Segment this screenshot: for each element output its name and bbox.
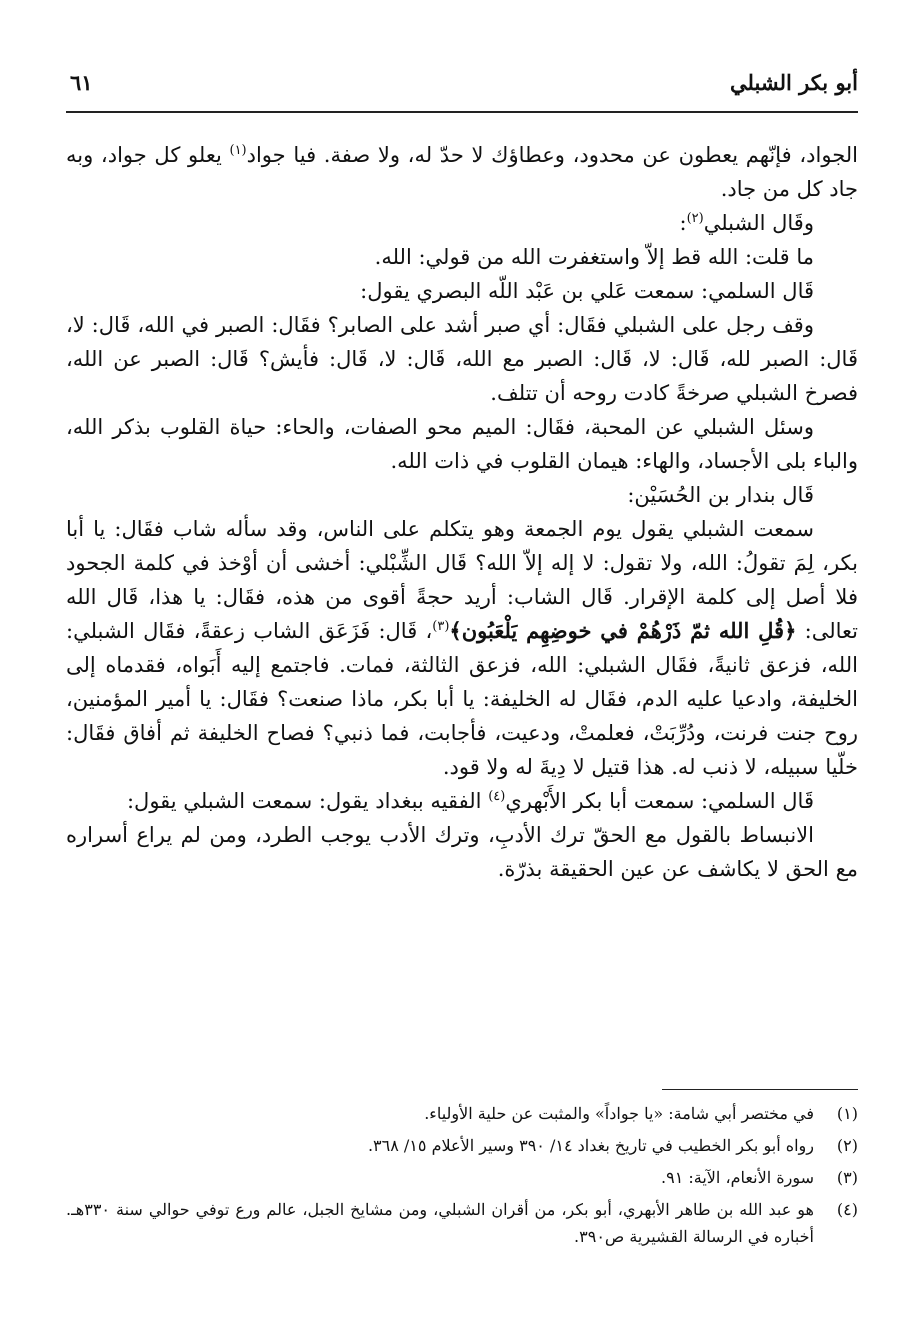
footnote-ref: (٣): [432, 619, 450, 634]
paragraph: [66, 512, 858, 784]
page-header: [66, 70, 858, 110]
footnote-ref: (٢): [686, 211, 704, 226]
paragraph: [66, 784, 858, 818]
text-run: يعلو كل جواد، وبه جاد كل من جاد.: [66, 143, 858, 201]
paragraph: الانبساط بالقول مع الحقّ ترك الأدبِ، وترك الأدب يوجب الطرد، ومن لم يراع أسراره مع الحق لا يكاشف عن عين الحقيقة بذرّة.: [66, 823, 858, 881]
header-rule: [66, 111, 858, 113]
footnote-number: (٣): [836, 1168, 858, 1187]
text-run: ، قَال: فَزَعَق الشاب زعقةً، فقَال الشبلي: الله، فزعق ثانيةً، فقَال الشبلي: الله، فزعق الثالثة، فمات. فاجتمع إليه أَبَواه، فقدماه إلى الخليفة، وادعيا عليه الدم، فقَال له الخليفة: يا أبا بكر، ماذا صنعت؟ فقَال: يا أمير المؤمنين، روح جنت فرنت، ودُرِّبَتْ، فعلمتْ، ودعيت، فأجابت، فما ذنبي؟ فصاح الخليفة ثم أفاق فقَال: خلّيا سبيله، لا ذنب له. هذا قتيل لا دِيةَ له ولا قود.: [66, 619, 858, 779]
page-number: ٦١: [70, 70, 93, 95]
text-run: الجواد، فإنّهم يعطون عن محدود، وعطاؤك لا حدّ له، ولا صفة. فيا جواد: [246, 143, 858, 167]
footnote-text: في مختصر أبي شامة: «يا جواداً» والمثبت عن حلية الأولياء.: [424, 1104, 814, 1123]
footnote-ref: (٤): [488, 789, 506, 804]
paragraph: وقف رجل على الشبلي فقَال: أي صبر أشد على الصابر؟ فقَال: الصبر في الله، قَال: لا، قَال: الصبر لله، قَال: لا، قَال: الصبر مع الله، قَال: لا، قَال: فأيش؟ قَال: الصبر عن الله، فصرخ الشبلي صرخةً كادت روحه أن تتلف.: [66, 313, 858, 405]
running-title: أبو بكر الشبلي: [730, 70, 858, 95]
paragraph: [66, 206, 858, 240]
footnotes: [66, 1100, 858, 1255]
text-run: الفقيه ببغداد يقول: سمعت الشبلي يقول:: [126, 789, 489, 813]
footnote-ref: (١): [229, 143, 247, 158]
paragraph: قَال بندار بن الحُسَيْن:: [627, 483, 814, 507]
footnote-text: هو عبد الله بن طاهر الأبهري، أبو بكر، من أقران الشبلي، ومن مشايخ الجبل، عالم ورع توفي حوالي سنة ٣٣٠هـ. أخباره في الرسالة القشيرية ص٣٩٠.: [66, 1200, 814, 1246]
main-text: [66, 138, 858, 886]
footnote-rule: [662, 1089, 858, 1090]
footnote-number: (١): [836, 1104, 858, 1123]
footnote-number: (٤): [836, 1200, 858, 1219]
paragraph: قَال السلمي: سمعت عَلي بن عَبْد اللّه البصري يقول:: [360, 279, 814, 303]
footnote-number: (٢): [836, 1136, 858, 1155]
paragraph: ما قلت: الله قط إلاّ واستغفرت الله من قولي: الله.: [374, 245, 814, 269]
text-run: قَال السلمي: سمعت أبا بكر الأَبْهري: [505, 789, 814, 813]
footnote: [66, 1100, 858, 1127]
footnote-text: سورة الأنعام، الآية: ٩١.: [661, 1168, 814, 1187]
footnote: [66, 1132, 858, 1159]
footnote-text: رواه أبو بكر الخطيب في تاريخ بغداد ١٤/ ٣٩٠ وسير الأعلام ١٥/ ٣٦٨.: [367, 1136, 814, 1155]
text-run: :: [679, 211, 687, 235]
paragraph: وسئل الشبلي عن المحبة، فقَال: الميم محو الصفات، والحاء: حياة القلوب بذكر الله، والباء بلى الأجساد، والهاء: هيمان القلوب في ذات الله.: [66, 415, 858, 473]
paragraph: [66, 138, 858, 206]
text-run: سمعت الشبلي يقول يوم الجمعة وهو يتكلم على الناس، وقد سأله شاب فقَال: يا أبا بكر، لِمَ تقولُ: الله، ولا تقول: لا إله إلاّ الله؟ قَال الشِّبْلي: أخشى أن أوْخذ في كلمة الجحود فلا أصل إلى كلمة الإقرار. قَال الشاب: أريد حجةً أقوى من هذه، فقَال: يا هذا، قَال الله تعالى:: [66, 517, 858, 643]
text-run: وقَال الشبلي: [703, 211, 814, 235]
quran-quote: ﴿قُلِ الله ثمّ ذَرْهُمْ في خوضِهِم يَلْعَبُون﴾: [449, 618, 797, 643]
footnote: [66, 1196, 858, 1250]
footnote: [66, 1164, 858, 1191]
